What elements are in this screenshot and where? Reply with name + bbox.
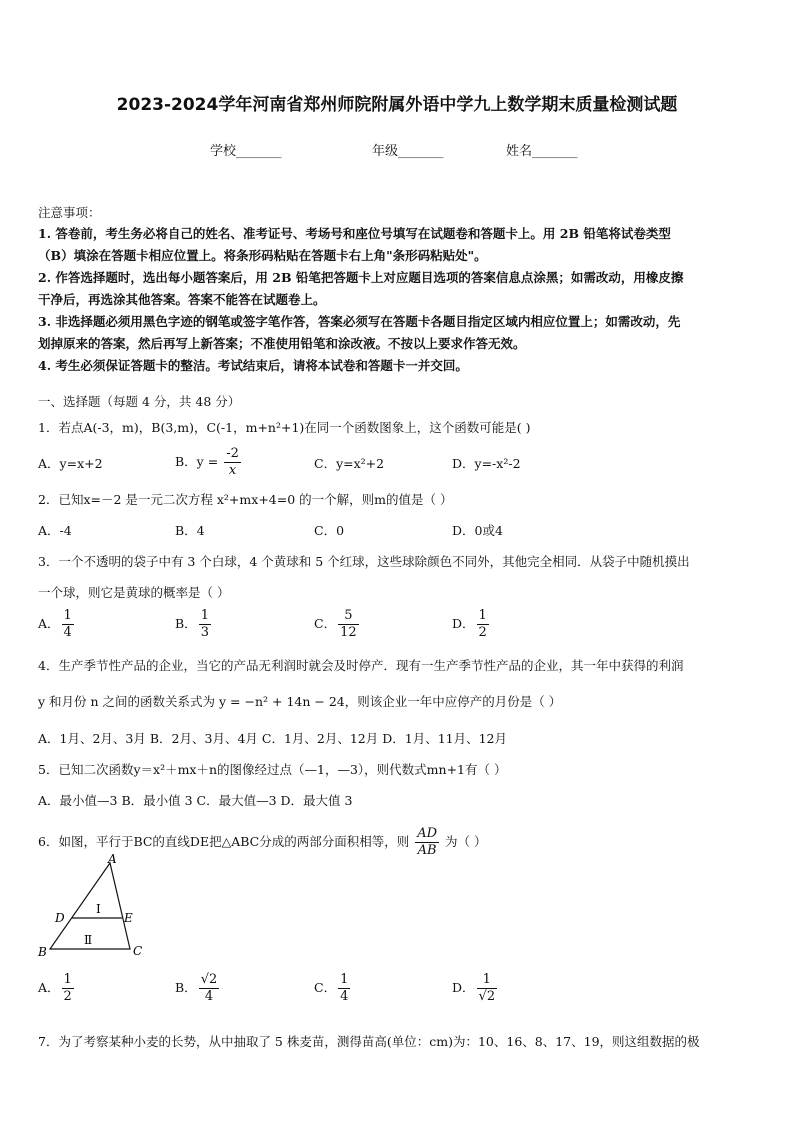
denominator: 3 <box>200 625 209 640</box>
name-field[interactable]: 姓名_______ <box>506 144 578 159</box>
denominator: 12 <box>340 625 357 640</box>
q2-options <box>38 521 758 539</box>
question-7: 7．为了考察某种小麦的长势，从中抽取了 5 株麦苗，测得苗高(单位：cm)为：10、16、8、17、19，则这组数据的极 <box>38 1034 700 1049</box>
fraction <box>477 608 489 641</box>
denominator: √2 <box>478 989 496 1004</box>
q1-option-d[interactable]: D．y=-x²-2 <box>452 456 521 471</box>
numerator: 1 <box>63 608 72 623</box>
fraction <box>199 972 220 1005</box>
fraction <box>338 608 359 641</box>
numerator: 1 <box>340 972 349 987</box>
notice-line: 4. 考生必须保证答题卡的整洁。考试结束后，请将本试卷和答题卡一并交回。 <box>38 358 468 373</box>
q3-options <box>38 608 758 646</box>
q2-option-b[interactable]: B．4 <box>175 523 205 538</box>
option-label: B． <box>175 980 197 995</box>
label-b: B <box>38 945 47 959</box>
notice-heading: 注意事项： <box>38 205 101 220</box>
denominator: x <box>228 463 237 478</box>
question-6-text: 6．如图，平行于BC的直线DE把△ABC分成的两部分面积相等，则 <box>38 834 410 849</box>
notice-line: 干净后，再选涂其他答案。答案不能答在试题卷上。 <box>38 292 326 307</box>
notice-line: 3. 非选择题必须用黑色字迹的钢笔或签字笔作答，答案必须写在答题卡各题目指定区域内相应位置上；如需改动，先 <box>38 314 681 329</box>
option-label: C． <box>314 980 337 995</box>
numerator: 5 <box>338 608 359 625</box>
school-field[interactable]: 学校_______ <box>210 144 282 159</box>
question-1: 1．若点A(-3，m)，B(3,m)，C(-1，m+n²+1)在同一个函数图象上，这个函数可能是( ) <box>38 420 531 435</box>
q3-option-b[interactable] <box>175 608 213 641</box>
page-title: 2023-2024学年河南省郑州师院附属外语中学九上数学期末质量检测试题 <box>116 95 678 115</box>
q1-option-a[interactable]: A．y=x+2 <box>38 456 103 471</box>
numerator: AD <box>417 826 438 841</box>
q1-option-b[interactable] <box>175 446 243 479</box>
q2-option-d[interactable]: D．0或4 <box>452 523 503 538</box>
notice-line: （B）填涂在答题卡相应位置上。将条形码粘贴在答题卡右上角"条形码粘贴处"。 <box>38 248 487 263</box>
q3-option-c[interactable] <box>314 608 361 641</box>
q2-option-a[interactable]: A．-4 <box>38 523 72 538</box>
denominator: 2 <box>478 625 487 640</box>
option-label: D． <box>452 616 475 631</box>
notice-line: 1. 答卷前，考生务必将自己的姓名、准考证号、考场号和座位号填写在试题卷和答题卡上。用 2B 铅笔将试卷类型 <box>38 226 671 241</box>
label-e: E <box>124 911 133 925</box>
denominator: 4 <box>204 989 214 1004</box>
section-heading: 一、选择题（每题 4 分，共 48 分） <box>38 394 241 409</box>
denominator: 4 <box>63 625 72 640</box>
fraction <box>199 608 211 641</box>
numerator: 1 <box>63 972 72 987</box>
q1-option-c[interactable]: C．y=x²+2 <box>314 456 385 471</box>
question-6 <box>38 818 487 858</box>
q3-option-a[interactable] <box>38 608 76 641</box>
q1-option-b-fraction <box>224 446 241 479</box>
region-2-label: Ⅱ <box>84 933 93 947</box>
label-c: C <box>133 944 143 958</box>
option-label: A． <box>38 980 60 995</box>
fraction <box>62 608 74 641</box>
option-label: A． <box>38 616 60 631</box>
q2-option-c[interactable]: C．0 <box>314 523 345 538</box>
label-a: A <box>108 853 117 866</box>
question-4-line-1: 4．生产季节性产品的企业，当它的产品无利润时就会及时停产．现有一生产季节性产品的企业，其一年中获得的利润 <box>38 658 684 673</box>
question-6-tail: 为（ ） <box>445 834 487 849</box>
option-label: C． <box>314 616 337 631</box>
option-label: B． <box>175 616 197 631</box>
numerator: √2 <box>200 972 218 987</box>
denominator: AB <box>417 843 437 858</box>
option-label: D． <box>452 980 475 995</box>
q6-option-c[interactable] <box>314 972 352 1005</box>
grade-field[interactable]: 年级_______ <box>372 144 444 159</box>
triangle-figure <box>34 853 154 965</box>
numerator: 1 <box>477 972 498 989</box>
label-d: D <box>55 911 65 925</box>
q1-options <box>38 446 758 480</box>
fraction <box>62 972 74 1005</box>
question-3-line-2: 一个球，则它是黄球的概率是（ ） <box>38 585 230 600</box>
q6-options <box>38 972 758 1012</box>
q6-option-a[interactable] <box>38 972 76 1005</box>
q6-option-d[interactable] <box>452 972 499 1005</box>
q1-option-b-label: B．y = <box>175 454 219 469</box>
question-5: 5．已知二次函数y＝x²＋mx＋n的图像经过点（—1，—3），则代数式mn+1有（ ） <box>38 762 507 777</box>
q4-options[interactable]: A．1月、2月、3月 B．2月、3月、4月 C．1月、2月、12月 D．1月、11月、12月 <box>38 731 508 746</box>
fraction <box>338 972 350 1005</box>
numerator: 1 <box>478 608 487 623</box>
notice-line: 划掉原来的答案，然后再写上新答案；不准使用铅笔和涂改液。不按以上要求作答无效。 <box>38 336 526 351</box>
question-3-line-1: 3．一个不透明的袋子中有 3 个白球，4 个黄球和 5 个红球，这些球除颜色不同外，其他完全相同．从袋子中随机摸出 <box>38 554 690 569</box>
denominator: 4 <box>340 989 349 1004</box>
numerator: 1 <box>200 608 209 623</box>
q5-options[interactable]: A．最小值—3 B．最小值 3 C．最大值—3 D．最大值 3 <box>38 793 353 808</box>
q6-option-b[interactable] <box>175 972 221 1005</box>
question-4-line-2: y 和月份 n 之间的函数关系式为 y = −n² + 14n − 24，则该企业一年中应停产的月份是（ ） <box>38 694 562 709</box>
q6-fraction <box>415 826 439 859</box>
denominator: 2 <box>63 989 72 1004</box>
fraction <box>477 972 498 1005</box>
q3-option-d[interactable] <box>452 608 491 641</box>
notice-line: 2. 作答选择题时，选出每小题答案后，用 2B 铅笔把答题卡上对应题目选项的答案信息点涂黑；如需改动，用橡皮擦 <box>38 270 684 285</box>
question-2: 2．已知x=－2 是一元二次方程 x²+mx+4=0 的一个解，则m的值是（ ） <box>38 492 453 507</box>
numerator: -2 <box>226 446 239 461</box>
region-1-label: Ⅰ <box>96 902 101 916</box>
